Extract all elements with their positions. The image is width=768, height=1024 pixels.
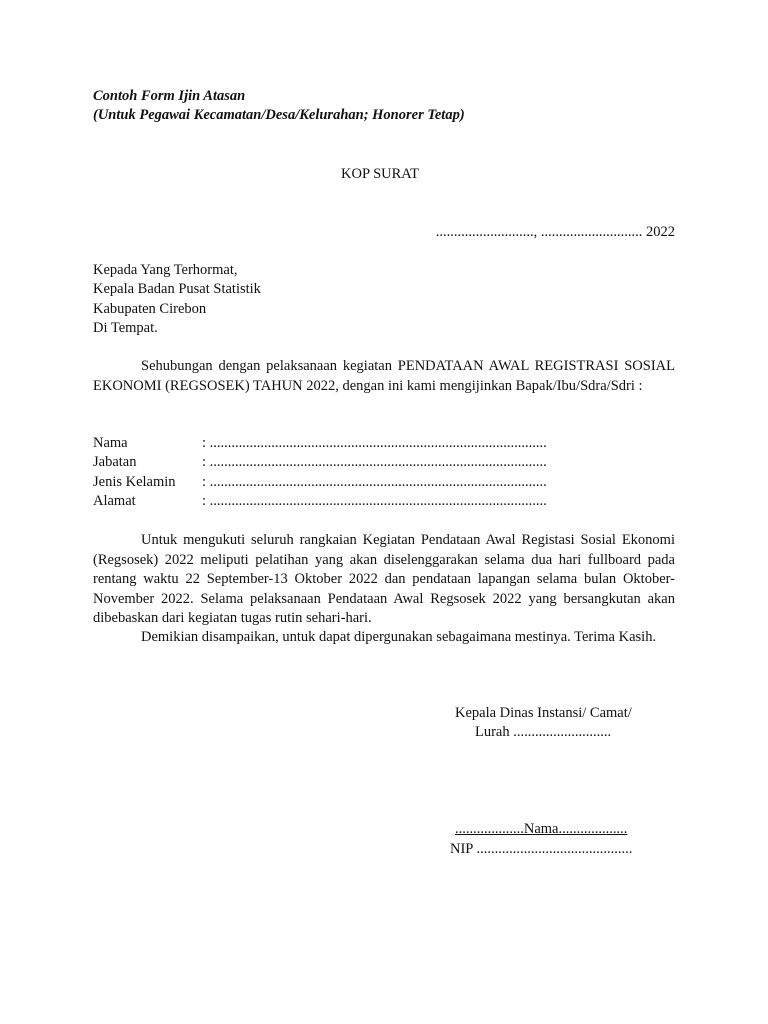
field-label-alamat: Alamat [93, 493, 136, 509]
field-value-jenis-kelamin: : ............................................................................................. [202, 474, 547, 490]
recipient-line-1: Kepada Yang Terhormat, [93, 262, 238, 278]
form-title: Contoh Form Ijin Atasan [93, 88, 246, 104]
field-label-jabatan: Jabatan [93, 454, 137, 470]
paragraph-intro: Sehubungan dengan pelaksanaan kegiatan PENDATAAN AWAL REGISTRASI SOSIAL EKONOMI (REGSOSEK) TAHUN 2022, dengan ini kami mengijinkan Bapak/Ibu/Sdra/Sdri : [93, 358, 675, 394]
field-label-nama: Nama [93, 435, 128, 451]
field-value-nama: : ............................................................................................. [202, 435, 547, 451]
form-subtitle: (Untuk Pegawai Kecamatan/Desa/Kelurahan; Honorer Tetap) [93, 107, 465, 123]
paragraph-body: Untuk mengukuti seluruh rangkaian Kegiatan Pendataan Awal Registasi Sosial Ekonomi (Regsosek) 2022 meliputi pelatihan yang akan diselenggarakan selama dua hari fullboard pada rentang waktu 22 September-13 Oktober 2022 dan pendataan lapangan selama bulan Oktober-November 2022. Selama pelaksanaan Pendataan Awal Regsosek 2022 yang bersangkutan akan dibebaskan dari kegiatan tugas rutin sehari-hari. [93, 532, 675, 626]
recipient-line-4: Di Tempat. [93, 320, 158, 336]
signature-title-line-2: Lurah ........................... [475, 724, 612, 740]
signature-name: ...................Nama................... [455, 821, 628, 837]
date-line: ..........................., ............................ 2022 [435, 224, 675, 240]
recipient-line-2: Kepala Badan Pusat Statistik [93, 281, 261, 297]
kop-surat: KOP SURAT [341, 166, 420, 182]
field-label-jenis-kelamin: Jenis Kelamin [93, 474, 176, 490]
paragraph-closing: Demikian disampaikan, untuk dapat dipergunakan sebagaimana mestinya. Terima Kasih. [141, 629, 657, 645]
signature-title-line-1: Kepala Dinas Instansi/ Camat/ [455, 705, 632, 721]
recipient-line-3: Kabupaten Cirebon [93, 301, 207, 317]
signature-nip: NIP ........................................... [450, 841, 633, 857]
field-value-alamat: : ............................................................................................. [202, 493, 547, 509]
field-value-jabatan: : ............................................................................................. [202, 454, 547, 470]
